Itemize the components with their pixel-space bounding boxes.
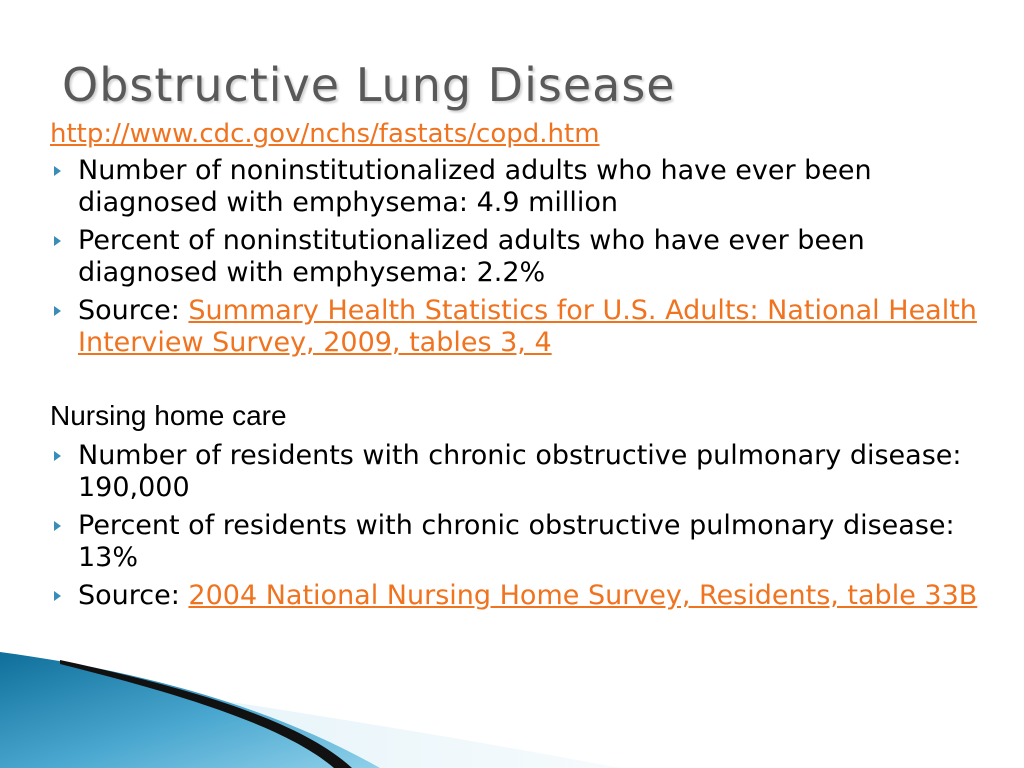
list-item: [50, 295, 980, 359]
triangle-bullet-icon: [54, 306, 61, 316]
source-url-link[interactable]: http://www.cdc.gov/nchs/fastats/copd.htm: [50, 119, 600, 149]
source-link-health-statistics[interactable]: Summary Health Statistics for U.S. Adults: National Health Interview Survey, 2009, tables 3, 4: [78, 295, 977, 358]
triangle-bullet-icon: [54, 236, 61, 246]
bullet-text: Percent of residents with chronic obstructive pulmonary disease: 13%: [78, 510, 955, 573]
list-item: [50, 225, 980, 289]
source-link-nursing-home-survey[interactable]: 2004 National Nursing Home Survey, Residents, table 33B: [188, 580, 978, 611]
list-item: [50, 510, 980, 574]
nursing-home-heading: Nursing home care: [50, 400, 287, 431]
bullet-text: Number of noninstitutionalized adults who have ever been diagnosed with emphysema: 4.9 million: [78, 155, 872, 218]
emphysema-bullet-list: [50, 155, 980, 359]
triangle-bullet-icon: [54, 521, 61, 531]
triangle-bullet-icon: [54, 451, 61, 461]
bullet-text: Percent of noninstitutionalized adults who have ever been diagnosed with emphysema: 2.2%: [78, 225, 865, 288]
slide-body: [50, 118, 980, 618]
list-item: [50, 580, 980, 612]
bullet-text: Number of residents with chronic obstructive pulmonary disease: 190,000: [78, 440, 962, 503]
source-url-line: [50, 118, 980, 150]
nursing-home-bullet-list: [50, 440, 980, 612]
source-prefix: Source:: [78, 295, 189, 326]
triangle-bullet-icon: [54, 591, 61, 601]
source-prefix: Source:: [78, 580, 189, 611]
list-item: [50, 155, 980, 219]
triangle-bullet-icon: [54, 166, 61, 176]
list-item: [50, 440, 980, 504]
slide-title: Obstructive Lung Disease: [62, 58, 676, 112]
